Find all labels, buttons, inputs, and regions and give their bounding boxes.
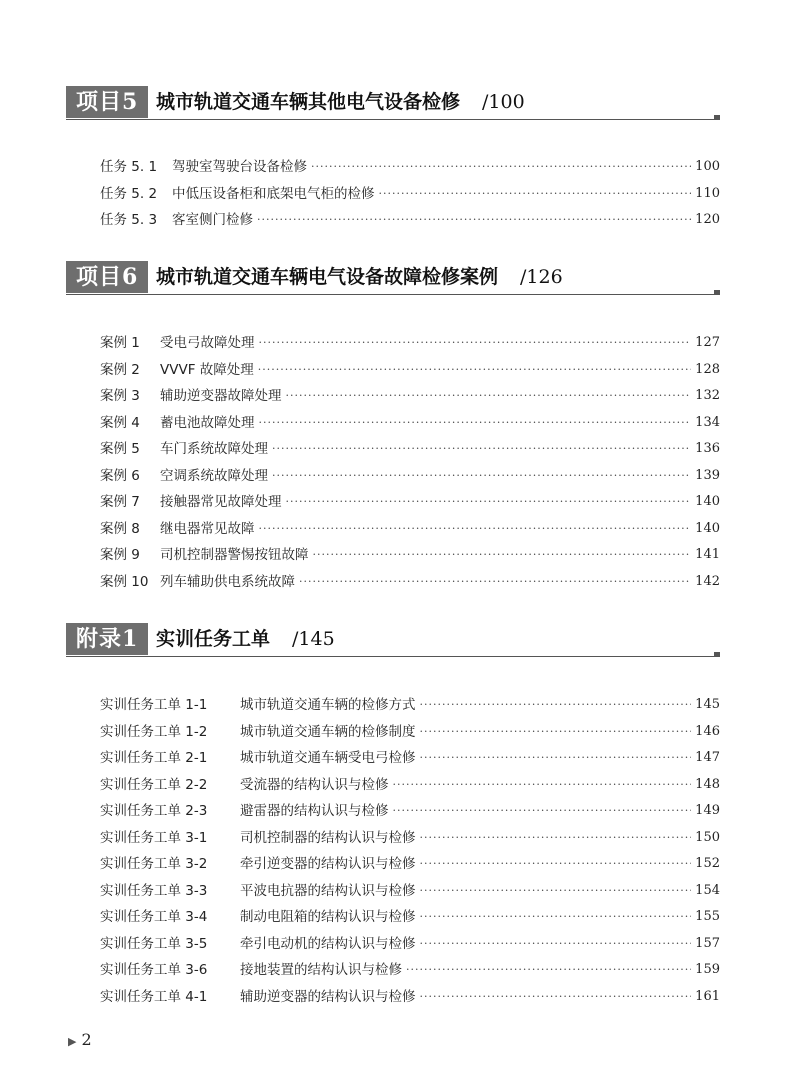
- entry-title: 中低压设备柜和底架电气柜的检修: [172, 185, 375, 202]
- dot-leader: [272, 463, 691, 490]
- entry-number: 案例 1: [100, 335, 140, 351]
- entry-page: 159: [695, 962, 720, 977]
- entry-number: 实训任务工单 3-4: [100, 909, 208, 925]
- entry-title: 接地装置的结构认识与检修: [240, 962, 402, 978]
- entry-page: 145: [695, 697, 720, 712]
- entry-page: 140: [695, 520, 720, 536]
- entry-title: 车门系统故障处理: [160, 441, 268, 457]
- toc-entry[interactable]: [100, 719, 720, 746]
- toc-entry[interactable]: [100, 798, 720, 825]
- entry-title: 接触器常见故障处理: [160, 494, 282, 510]
- toc-entry[interactable]: [100, 436, 720, 463]
- entry-number: 案例 5: [100, 441, 140, 457]
- toc-entry[interactable]: [100, 516, 720, 543]
- toc-entry[interactable]: [100, 383, 720, 410]
- toc-entry[interactable]: [100, 410, 720, 437]
- entry-page: 139: [695, 467, 720, 483]
- toc-entry[interactable]: [100, 181, 720, 208]
- entry-number: 案例 8: [100, 520, 140, 537]
- entry-title: 受流器的结构认识与检修: [240, 776, 389, 793]
- entry-number: 实训任务工单 1-2: [100, 723, 208, 740]
- section-label: 附录1: [66, 623, 148, 655]
- toc-entry[interactable]: [100, 489, 720, 516]
- section-label: 项目6: [66, 261, 148, 293]
- dot-leader: [420, 851, 692, 878]
- entry-page: 132: [695, 388, 720, 403]
- entry-page: 100: [695, 159, 720, 174]
- entry-page: 150: [695, 829, 720, 845]
- toc-entry[interactable]: [100, 772, 720, 799]
- dot-leader: [379, 181, 692, 208]
- entry-title: 牵引电动机的结构认识与检修: [240, 935, 416, 952]
- section-end-mark: [714, 652, 720, 657]
- toc-entry[interactable]: [100, 207, 720, 234]
- entry-number: 实训任务工单 3-6: [100, 962, 208, 978]
- entry-number: 实训任务工单 2-3: [100, 803, 208, 819]
- section-title-text: 城市轨道交通车辆其他电气设备检修: [156, 91, 461, 113]
- entry-title: 牵引逆变器的结构认识与检修: [240, 856, 416, 872]
- chevron-right-icon: ▶: [68, 1035, 77, 1048]
- entry-page: 136: [695, 441, 720, 456]
- dot-leader: [420, 904, 692, 931]
- entry-number: 实训任务工单 3-2: [100, 856, 208, 872]
- entry-title: 空调系统故障处理: [160, 467, 268, 484]
- section-title: [156, 261, 563, 293]
- entry-page: 152: [695, 856, 720, 871]
- section-title: [156, 86, 525, 118]
- dot-leader: [257, 207, 691, 234]
- entry-number: 实训任务工单 1-1: [100, 697, 208, 713]
- entry-title: 制动电阻箱的结构认识与检修: [240, 909, 416, 925]
- dot-leader: [420, 745, 692, 772]
- entry-page: 149: [695, 803, 720, 818]
- dot-leader: [259, 330, 692, 357]
- dot-leader: [286, 489, 692, 516]
- entry-title: 客室侧门检修: [172, 212, 253, 228]
- section-header-project6: [66, 261, 720, 295]
- entry-title: 司机控制器警惕按钮故障: [160, 547, 309, 563]
- page-number: 2: [81, 1030, 92, 1049]
- toc-entry[interactable]: [100, 569, 720, 596]
- dot-leader: [420, 719, 692, 746]
- entry-number: 实训任务工单 4-1: [100, 988, 208, 1005]
- section-header-appendix1: [66, 623, 720, 657]
- entry-title: 蓄电池故障处理: [160, 414, 255, 431]
- dot-leader: [420, 692, 692, 719]
- entry-page: 148: [695, 776, 720, 792]
- dot-leader: [420, 984, 692, 1011]
- entry-page: 142: [695, 573, 720, 589]
- entry-number: 案例 4: [100, 414, 140, 431]
- toc-list-project6: [100, 330, 720, 595]
- toc-entry[interactable]: [100, 330, 720, 357]
- dot-leader: [286, 383, 692, 410]
- entry-number: 实训任务工单 2-2: [100, 776, 208, 793]
- entry-page: 141: [695, 547, 720, 562]
- toc-entry[interactable]: [100, 851, 720, 878]
- entry-number: 案例 7: [100, 494, 140, 510]
- toc-entry[interactable]: [100, 931, 720, 958]
- dot-leader: [393, 798, 692, 825]
- entry-page: 155: [695, 909, 720, 924]
- entry-title: 辅助逆变器故障处理: [160, 388, 282, 404]
- entry-title: 城市轨道交通车辆受电弓检修: [240, 750, 416, 766]
- entry-page: 128: [695, 361, 720, 377]
- section-label: 项目5: [66, 86, 148, 118]
- entry-title: 辅助逆变器的结构认识与检修: [240, 988, 416, 1005]
- entry-title: 平波电抗器的结构认识与检修: [240, 882, 416, 899]
- toc-entry[interactable]: [100, 745, 720, 772]
- entry-page: 154: [695, 882, 720, 898]
- entry-number: 实训任务工单 3-3: [100, 882, 208, 899]
- section-page: /145: [292, 628, 335, 650]
- entry-number: 任务 5. 2: [100, 185, 158, 202]
- entry-number: 案例 10: [100, 573, 149, 590]
- toc-entry[interactable]: [100, 957, 720, 984]
- entry-page: 161: [695, 988, 720, 1004]
- entry-title: VVVF 故障处理: [160, 361, 254, 378]
- entry-number: 任务 5. 1: [100, 159, 158, 175]
- entry-title: 列车辅助供电系统故障: [160, 573, 295, 590]
- toc-list-project5: [100, 154, 720, 234]
- entry-page: 157: [695, 935, 720, 951]
- entry-title: 城市轨道交通车辆的检修方式: [240, 697, 416, 713]
- dot-leader: [420, 825, 692, 852]
- entry-title: 避雷器的结构认识与检修: [240, 803, 389, 819]
- section-title-text: 城市轨道交通车辆电气设备故障检修案例: [156, 266, 499, 288]
- entry-number: 实训任务工单 3-5: [100, 935, 208, 952]
- section-header-project5: [66, 86, 720, 120]
- dot-leader: [420, 931, 692, 958]
- dot-leader: [406, 957, 691, 984]
- toc-entry[interactable]: [100, 357, 720, 384]
- entry-title: 继电器常见故障: [160, 520, 255, 537]
- entry-page: 127: [695, 335, 720, 350]
- section-end-mark: [714, 290, 720, 295]
- toc-entry[interactable]: [100, 878, 720, 905]
- entry-title: 受电弓故障处理: [160, 335, 255, 351]
- dot-leader: [311, 154, 691, 181]
- dot-leader: [259, 516, 692, 543]
- toc-entry[interactable]: [100, 984, 720, 1011]
- toc-entry[interactable]: [100, 692, 720, 719]
- entry-number: 案例 2: [100, 361, 140, 378]
- entry-title: 城市轨道交通车辆的检修制度: [240, 723, 416, 740]
- section-rule: [66, 119, 720, 120]
- section-rule: [66, 294, 720, 295]
- entry-page: 146: [695, 723, 720, 739]
- section-rule: [66, 656, 720, 657]
- entry-number: 案例 3: [100, 388, 140, 404]
- toc-entry[interactable]: [100, 904, 720, 931]
- dot-leader: [259, 410, 692, 437]
- toc-entry[interactable]: [100, 542, 720, 569]
- section-title-text: 实训任务工单: [156, 628, 271, 650]
- toc-entry[interactable]: [100, 154, 720, 181]
- section-title: [156, 623, 335, 655]
- entry-number: 实训任务工单 3-1: [100, 829, 208, 846]
- entry-title: 驾驶室驾驶台设备检修: [172, 159, 307, 175]
- page-footer: [68, 1030, 92, 1049]
- entry-number: 案例 6: [100, 467, 140, 484]
- toc-entry[interactable]: [100, 463, 720, 490]
- toc-entry[interactable]: [100, 825, 720, 852]
- entry-number: 任务 5. 3: [100, 212, 158, 228]
- dot-leader: [313, 542, 692, 569]
- dot-leader: [258, 357, 691, 384]
- entry-page: 110: [695, 185, 720, 201]
- entry-page: 120: [695, 212, 720, 227]
- entry-page: 134: [695, 414, 720, 430]
- dot-leader: [420, 878, 692, 905]
- entry-page: 140: [695, 494, 720, 509]
- entry-number: 案例 9: [100, 547, 140, 563]
- entry-title: 司机控制器的结构认识与检修: [240, 829, 416, 846]
- dot-leader: [299, 569, 691, 596]
- entry-page: 147: [695, 750, 720, 765]
- dot-leader: [393, 772, 692, 799]
- entry-number: 实训任务工单 2-1: [100, 750, 208, 766]
- dot-leader: [272, 436, 691, 463]
- section-page: /126: [520, 266, 563, 288]
- section-end-mark: [714, 115, 720, 120]
- section-page: /100: [482, 91, 525, 113]
- toc-list-appendix1: [100, 692, 720, 1010]
